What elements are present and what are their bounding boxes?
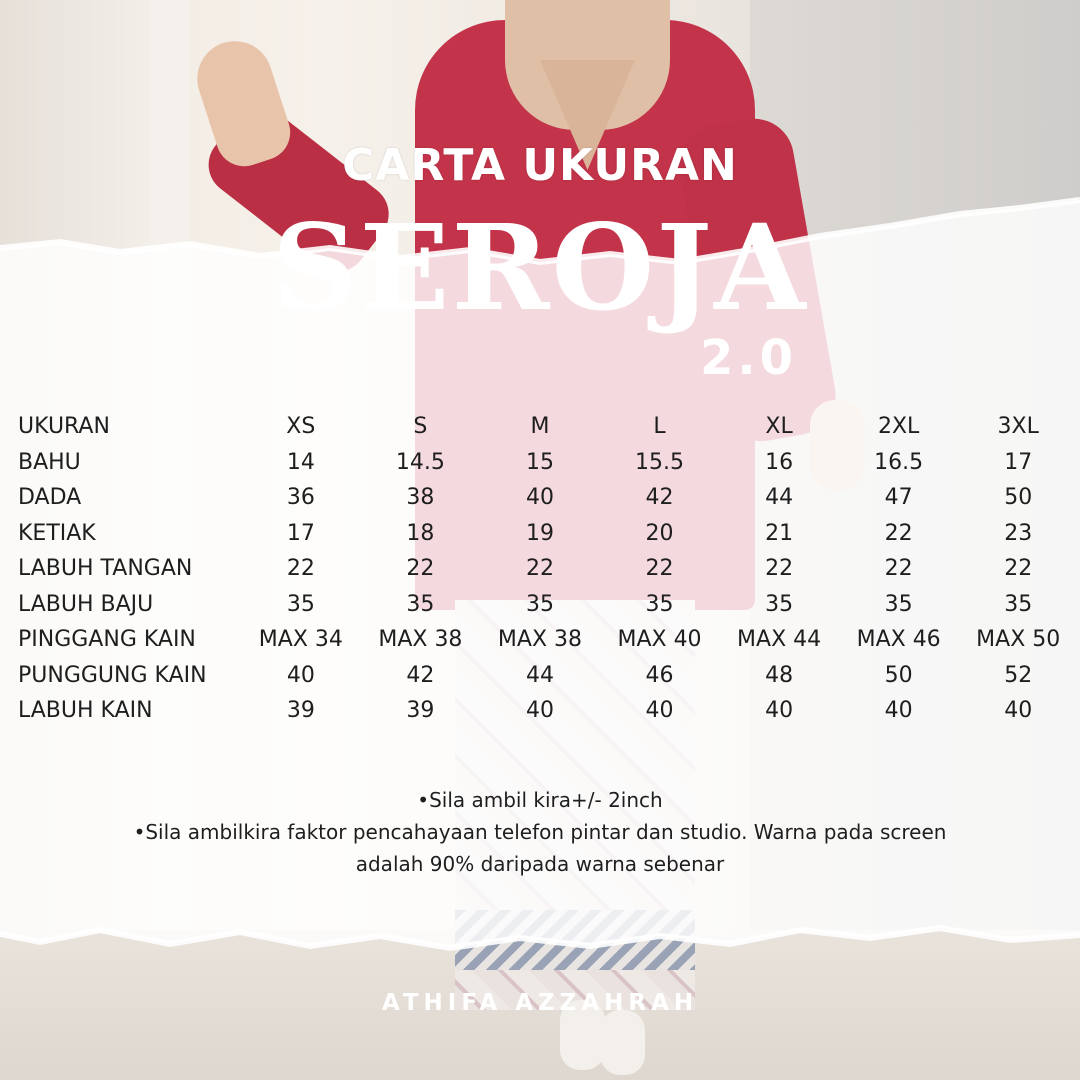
table-cell: 22: [286, 556, 315, 582]
note-color-accuracy: adalah 90% daripada warna sebenar: [355, 852, 725, 876]
row-label: KETIAK: [18, 520, 96, 546]
table-cell: 16: [765, 449, 794, 475]
row-label: PINGGANG KAIN: [18, 627, 196, 653]
table-cell: 38: [406, 485, 435, 511]
size-header: XS: [286, 414, 316, 440]
table-header-row: [18, 409, 1078, 445]
table-cell: 35: [1004, 591, 1033, 617]
table-cell: 21: [765, 520, 794, 546]
table-cell: MAX 38: [378, 627, 463, 653]
table-cell: 48: [765, 662, 794, 688]
table-cell: 40: [645, 698, 674, 724]
table-cell: 40: [525, 485, 554, 511]
table-cell: 17: [1004, 449, 1033, 475]
table-row: [18, 587, 1078, 623]
note-tolerance: •Sila ambil kira+/- 2inch: [417, 788, 663, 812]
table-cell: 22: [765, 556, 794, 582]
table-cell: 35: [645, 591, 674, 617]
table-row: [18, 693, 1078, 729]
table-cell: 35: [884, 591, 913, 617]
row-label: PUNGGUNG KAIN: [18, 662, 207, 688]
table-cell: 23: [1004, 520, 1033, 546]
size-chart-table: [18, 409, 1078, 729]
table-cell: 39: [406, 698, 435, 724]
size-header: L: [653, 414, 666, 440]
table-row: [18, 516, 1078, 552]
table-cell: 17: [286, 520, 315, 546]
row-label: LABUH KAIN: [18, 698, 153, 724]
table-row: [18, 622, 1078, 658]
size-header: XL: [765, 414, 793, 440]
table-cell: MAX 38: [497, 627, 582, 653]
table-cell: MAX 46: [856, 627, 941, 653]
product-title: SEROJA: [272, 198, 808, 337]
table-cell: 22: [525, 556, 554, 582]
table-cell: 14.5: [395, 449, 445, 475]
table-cell: 40: [1004, 698, 1033, 724]
table-cell: 18: [406, 520, 435, 546]
table-cell: 15: [525, 449, 554, 475]
table-cell: 22: [1004, 556, 1033, 582]
chart-subtitle: CARTA UKURAN: [342, 140, 738, 191]
size-header: 3XL: [997, 414, 1039, 440]
table-cell: 52: [1004, 662, 1033, 688]
table-cell: 15.5: [635, 449, 684, 475]
table-cell: 35: [525, 591, 554, 617]
size-header: M: [530, 414, 550, 440]
table-cell: 42: [645, 485, 674, 511]
table-cell: 14: [286, 449, 315, 475]
table-cell: 50: [884, 662, 913, 688]
table-cell: 19: [525, 520, 554, 546]
table-row: [18, 445, 1078, 481]
table-cell: 35: [765, 591, 794, 617]
table-cell: 35: [286, 591, 315, 617]
row-label: BAHU: [18, 449, 81, 475]
size-header: S: [413, 414, 428, 440]
table-cell: 40: [884, 698, 913, 724]
table-cell: 44: [525, 662, 554, 688]
table-cell: MAX 50: [976, 627, 1061, 653]
table-row: [18, 551, 1078, 587]
table-cell: 35: [406, 591, 435, 617]
table-cell: MAX 44: [737, 627, 822, 653]
table-cell: 20: [645, 520, 674, 546]
table-row: [18, 658, 1078, 694]
notes-block: [0, 784, 1080, 880]
table-cell: 36: [286, 485, 315, 511]
note-lighting: •Sila ambilkira faktor pencahayaan telefon pintar dan studio. Warna pada screen: [133, 820, 947, 844]
table-cell: 40: [525, 698, 554, 724]
size-header: 2XL: [877, 414, 920, 440]
row-label: DADA: [18, 485, 82, 511]
table-cell: 40: [286, 662, 315, 688]
table-row: [18, 480, 1078, 516]
table-cell: 39: [286, 698, 315, 724]
row-label: LABUH BAJU: [18, 591, 154, 617]
row-label: LABUH TANGAN: [18, 556, 193, 582]
product-version: 2.0: [700, 330, 798, 386]
table-cell: 22: [406, 556, 435, 582]
table-cell: 16.5: [874, 449, 924, 475]
table-cell: 50: [1004, 485, 1033, 511]
table-header-label: UKURAN: [18, 414, 110, 440]
table-cell: 42: [406, 662, 435, 688]
table-cell: 22: [645, 556, 674, 582]
table-cell: 46: [645, 662, 674, 688]
table-cell: 22: [884, 520, 913, 546]
table-cell: 22: [884, 556, 913, 582]
table-cell: 40: [765, 698, 794, 724]
table-cell: MAX 40: [617, 627, 702, 653]
brand-name: ATHIFA AZZAHRAH: [381, 990, 699, 1016]
table-cell: MAX 34: [258, 627, 343, 653]
table-cell: 47: [884, 485, 913, 511]
table-cell: 44: [765, 485, 794, 511]
